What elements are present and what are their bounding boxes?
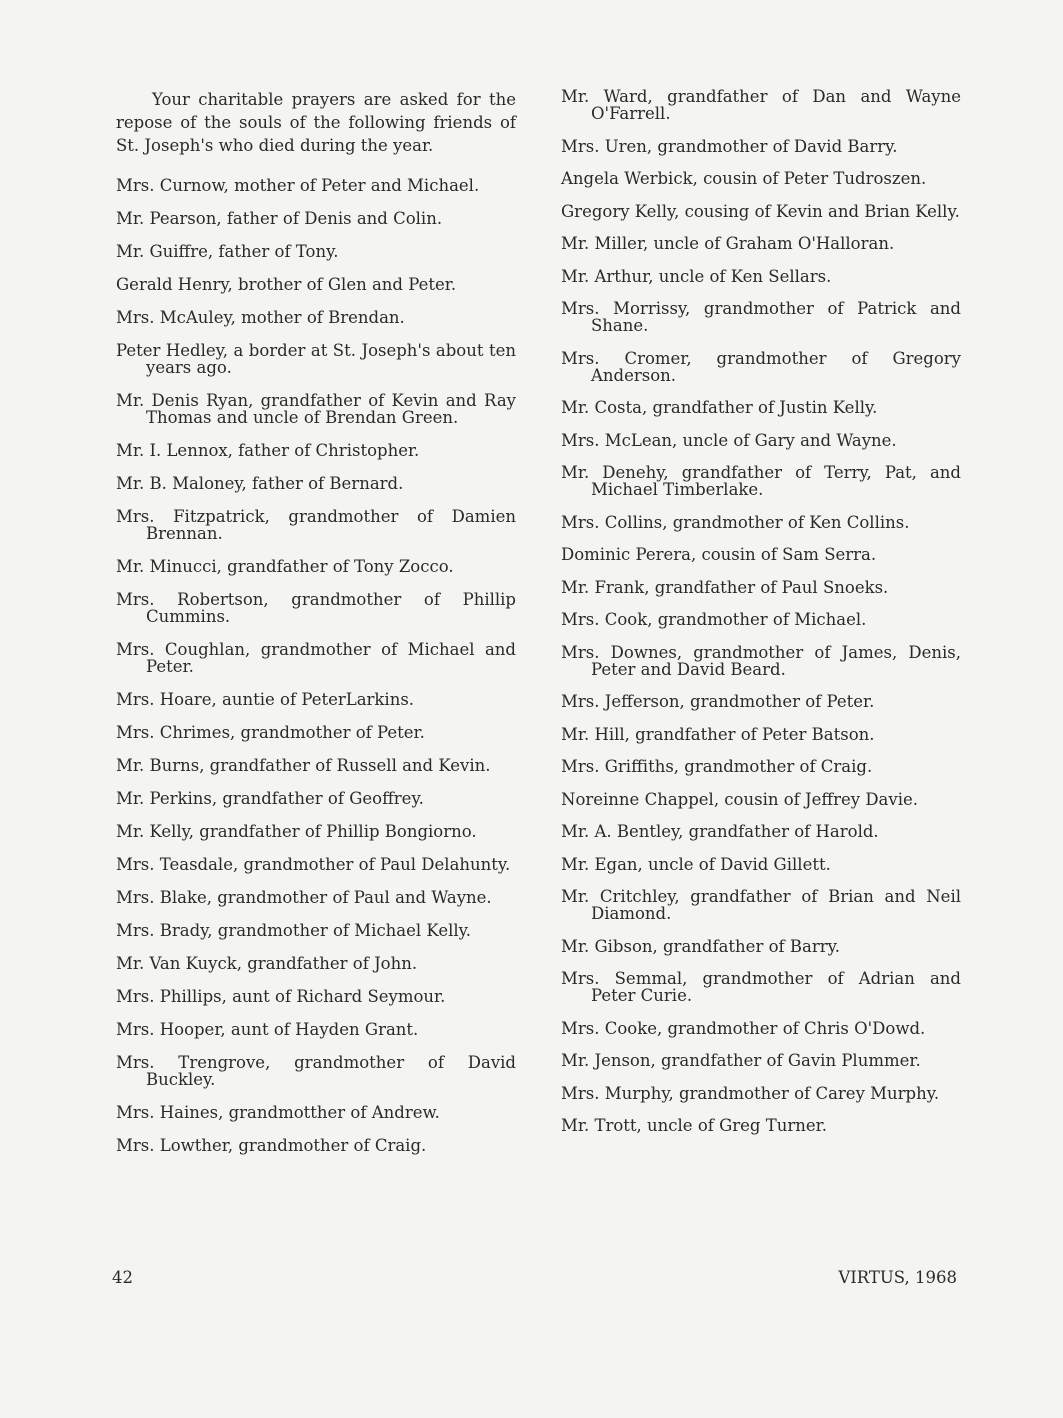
obituary-entry: Mrs. Haines, grandmotther of Andrew. (116, 1103, 440, 1122)
obituary-entry: Mr. Gibson, grandfather of Barry. (561, 936, 840, 956)
obituary-entry: Mrs. Chrimes, grandmother of Peter. (116, 723, 425, 742)
obituary-entry: Mrs. Cooke, grandmother of Chris O'Dowd. (561, 1018, 926, 1038)
obituary-entry: Mrs. Morrissy, grandmother of Patrick and Shane. (561, 299, 961, 335)
obituary-entry: Mrs. Curnow, mother of Peter and Michael. (116, 176, 480, 195)
obituary-entry: Mr. Arthur, uncle of Ken Sellars. (561, 266, 832, 286)
obituary-entry: Mrs. McAuley, mother of Brendan. (116, 308, 405, 327)
obituary-entry: Mr. Egan, uncle of David Gillett. (561, 854, 831, 874)
obituary-entry: Mr. Guiffre, father of Tony. (116, 242, 339, 261)
right-entry-list (561, 88, 961, 1134)
obituary-entry: Mrs. Hoare, auntie of PeterLarkins. (116, 690, 415, 709)
obituary-entry: Mr. Denehy, grandfather of Terry, Pat, and Michael Timberlake. (561, 463, 961, 499)
publication-title: VIRTUS, 1968 (838, 1268, 957, 1287)
obituary-entry: Mrs. Coughlan, grandmother of Michael and Peter. (116, 640, 516, 676)
obituary-entry: Mrs. Collins, grandmother of Ken Collins. (561, 512, 910, 532)
obituary-entry: Peter Hedley, a border at St. Joseph's about ten years ago. (116, 341, 516, 377)
obituary-entry: Mr. Van Kuyck, grandfather of John. (116, 954, 418, 973)
right-column (561, 88, 961, 1150)
obituary-entry: Mr. Critchley, grandfather of Brian and Neil Diamond. (561, 887, 961, 923)
obituary-entry: Mrs. Blake, grandmother of Paul and Wayne. (116, 888, 492, 907)
obituary-entry: Mr. A. Bentley, grandfather of Harold. (561, 822, 879, 841)
page-number: 42 (112, 1268, 133, 1287)
obituary-entry: Mr. Jenson, grandfather of Gavin Plummer. (561, 1051, 921, 1070)
obituary-entry: Mrs. Uren, grandmother of David Barry. (561, 136, 898, 156)
obituary-entry: Mr. Burns, grandfather of Russell and Kevin. (116, 756, 491, 775)
obituary-entry: Mrs. Griffiths, grandmother of Craig. (561, 757, 873, 776)
obituary-entry: Angela Werbick, cousin of Peter Tudroszen. (561, 169, 927, 188)
obituary-entry: Mrs. Fitzpatrick, grandmother of Damien Brennan. (116, 507, 516, 543)
obituary-entry: Mr. Hill, grandfather of Peter Batson. (561, 724, 875, 744)
obituary-entry: Dominic Perera, cousin of Sam Serra. (561, 545, 877, 564)
obituary-entry: Mr. Trott, uncle of Greg Turner. (561, 1116, 827, 1135)
obituary-entry: Noreinne Chappel, cousin of Jeffrey Davie. (561, 789, 919, 809)
obituary-entry: Mrs. Phillips, aunt of Richard Seymour. (116, 987, 446, 1006)
obituary-entry: Mr. Perkins, grandfather of Geoffrey. (116, 789, 424, 808)
obituary-entry: Mr. Frank, grandfather of Paul Snoeks. (561, 577, 889, 597)
left-column (116, 88, 516, 1170)
obituary-entry: Mr. I. Lennox, father of Christopher. (116, 441, 420, 460)
obituary-entry: Mrs. Cromer, grandmother of Gregory Anderson. (561, 348, 961, 385)
obituary-entry: Mrs. Cook, grandmother of Michael. (561, 610, 867, 629)
intro-paragraph: Your charitable prayers are asked for the repose of the souls of the following friends of St. Joseph's who died during the year. (116, 90, 516, 155)
obituary-entry: Gerald Henry, brother of Glen and Peter. (116, 275, 457, 294)
obituary-entry: Mr. Minucci, grandfather of Tony Zocco. (116, 557, 454, 576)
obituary-entry: Mr. Denis Ryan, grandfather of Kevin and Ray Thomas and uncle of Brendan Green. (116, 391, 516, 427)
obituary-entry: Mr. Ward, grandfather of Dan and Wayne O'Farrell. (561, 87, 961, 123)
obituary-entry: Mr. B. Maloney, father of Bernard. (116, 474, 404, 493)
obituary-entry: Mrs. Robertson, grandmother of Phillip Cummins. (116, 590, 516, 626)
obituary-entry: Mrs. Murphy, grandmother of Carey Murphy. (561, 1083, 940, 1103)
obituary-entry: Mrs. Jefferson, grandmother of Peter. (561, 692, 875, 711)
obituary-entry: Mr. Kelly, grandfather of Phillip Bongiorno. (116, 822, 477, 841)
obituary-entry: Mrs. Brady, grandmother of Michael Kelly. (116, 921, 472, 940)
left-entry-list (116, 177, 516, 1154)
obituary-entry: Mrs. Teasdale, grandmother of Paul Delahunty. (116, 855, 511, 874)
obituary-entry: Gregory Kelly, cousing of Kevin and Brian Kelly. (561, 201, 960, 221)
obituary-entry: Mrs. McLean, uncle of Gary and Wayne. (561, 430, 897, 450)
obituary-entry: Mrs. Trengrove, grandmother of David Buckley. (116, 1053, 516, 1089)
obituary-entry: Mrs. Downes, grandmother of James, Denis, Peter and David Beard. (561, 642, 961, 679)
obituary-entry: Mrs. Hooper, aunt of Hayden Grant. (116, 1020, 419, 1039)
obituary-entry: Mr. Costa, grandfather of Justin Kelly. (561, 398, 878, 417)
obituary-entry: Mrs. Lowther, grandmother of Craig. (116, 1136, 427, 1155)
obituary-entry: Mr. Pearson, father of Denis and Colin. (116, 209, 443, 228)
obituary-entry: Mr. Miller, uncle of Graham O'Halloran. (561, 234, 895, 253)
obituary-entry: Mrs. Semmal, grandmother of Adrian and Peter Curie. (561, 969, 961, 1005)
